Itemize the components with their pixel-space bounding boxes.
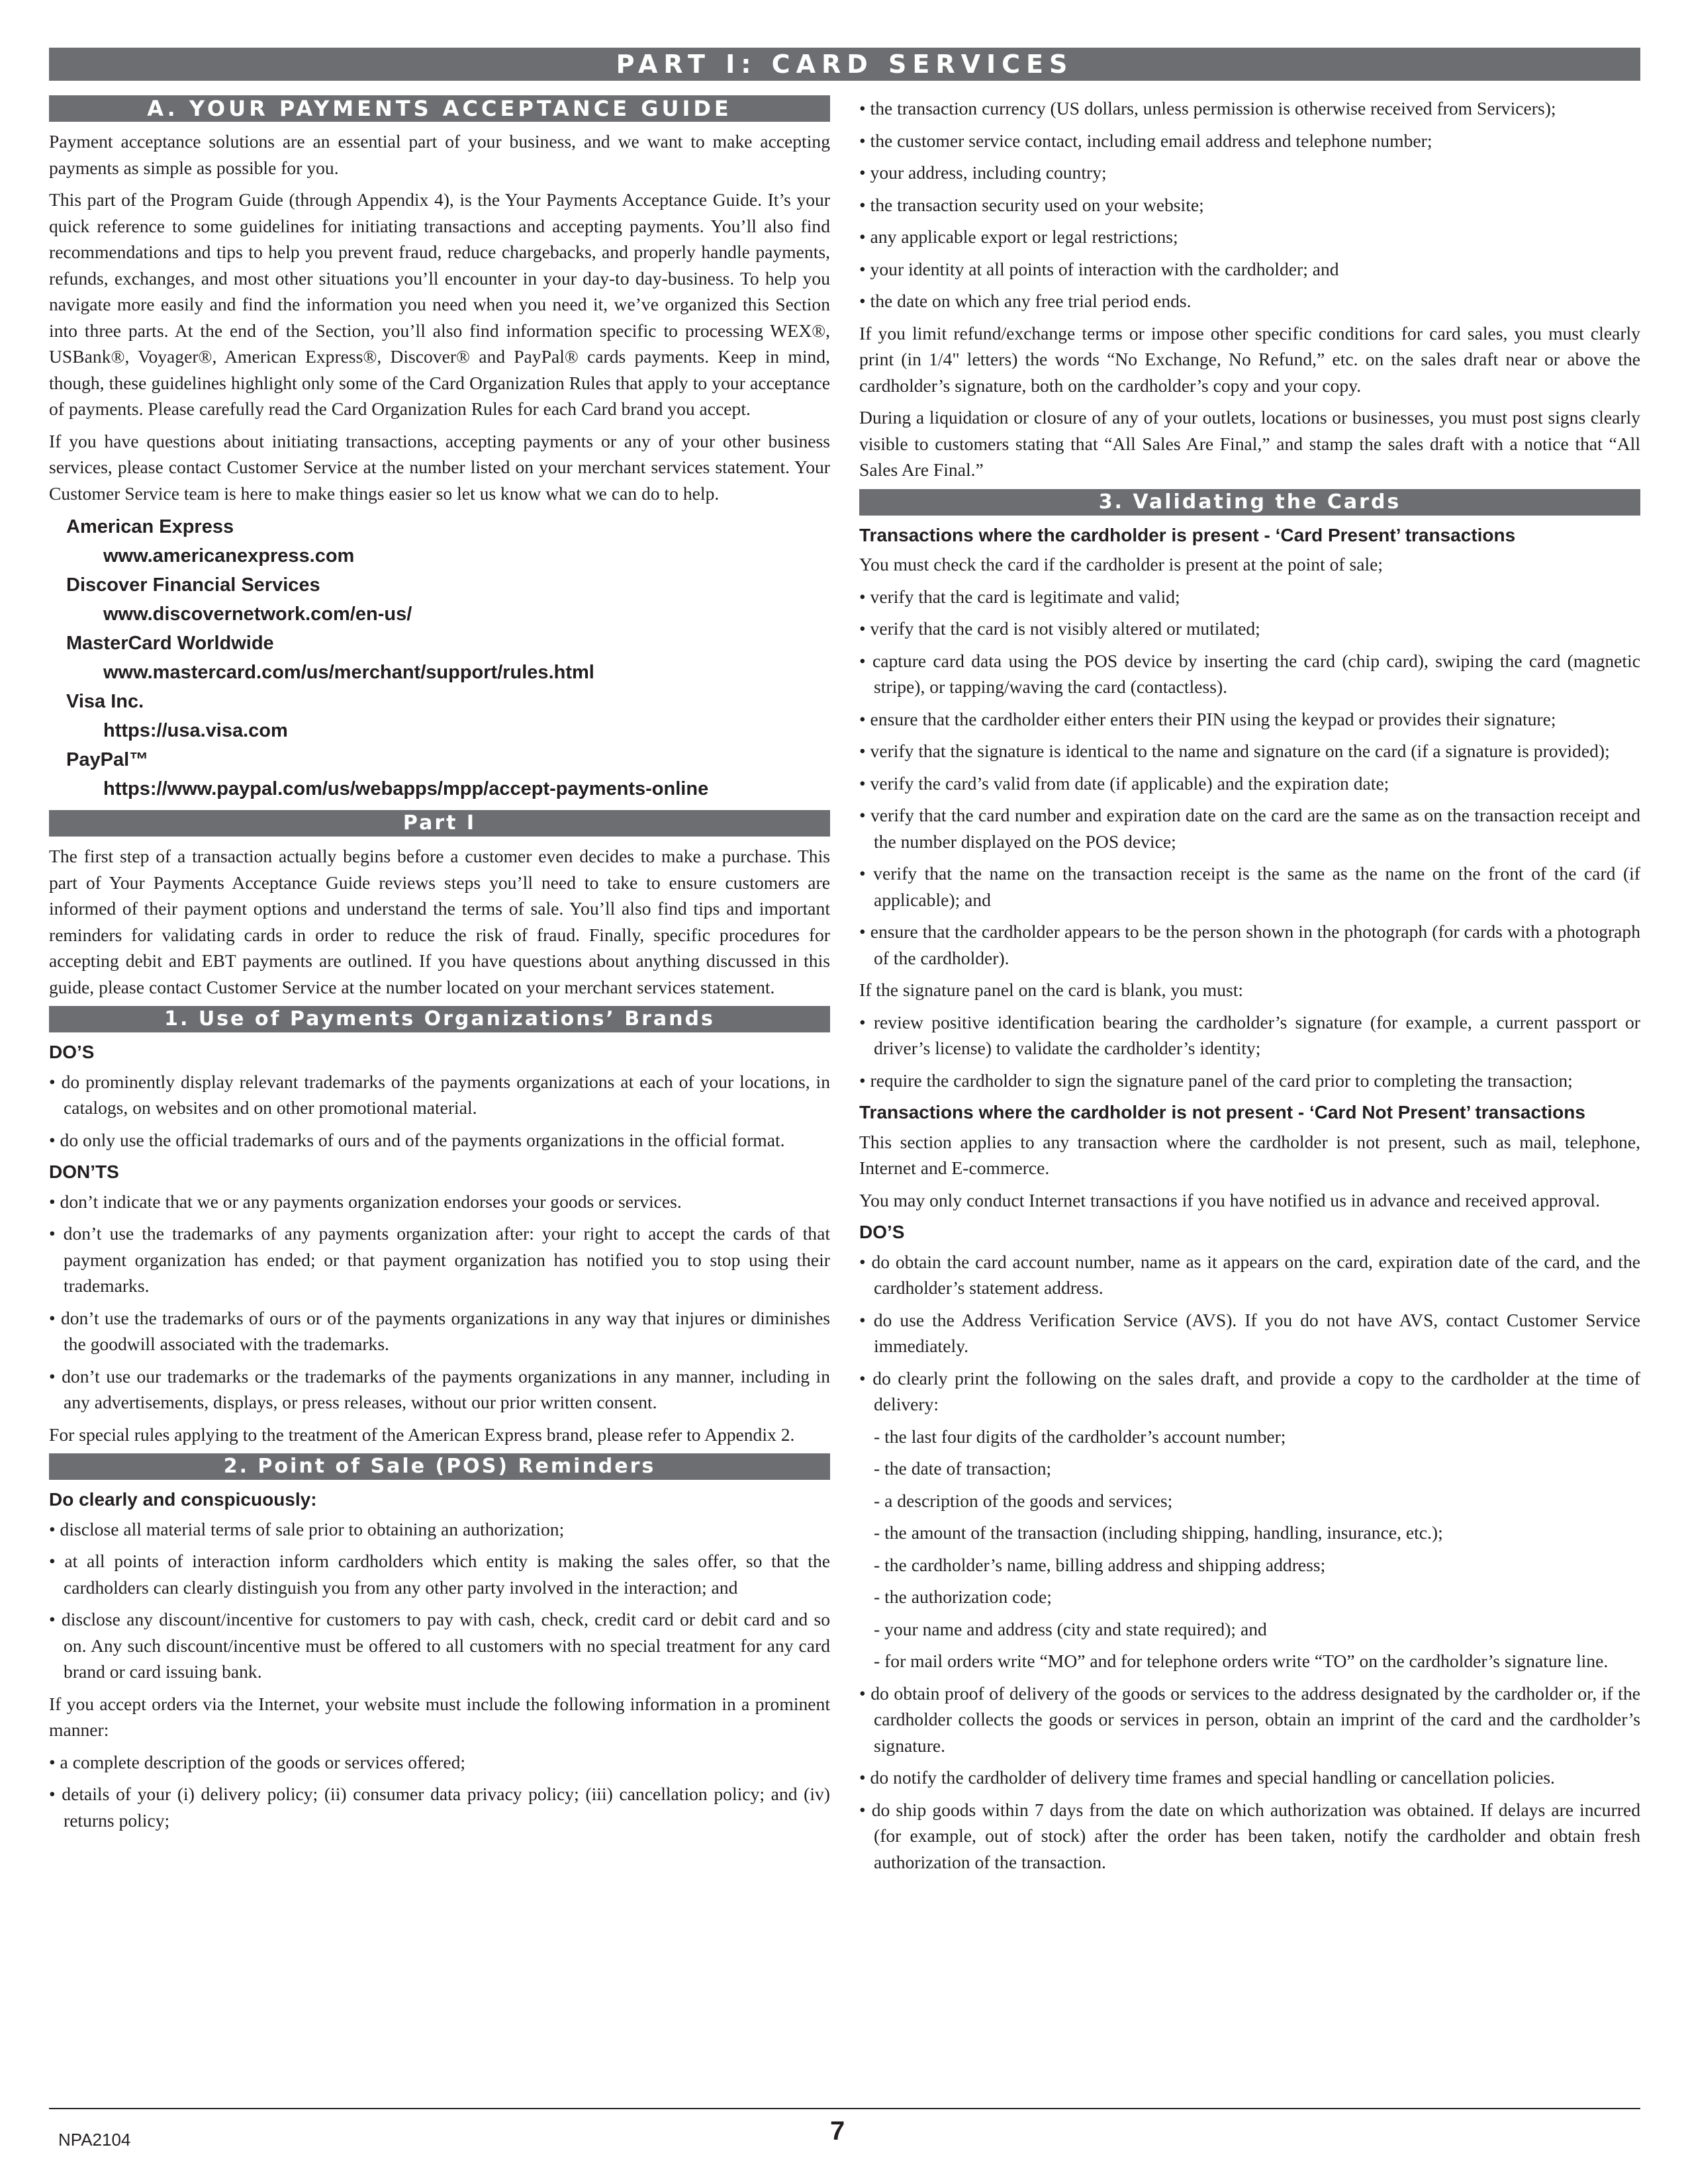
card-present-intro: You must check the card if the cardholder is present at the point of sale; — [859, 554, 1383, 574]
liquidation-paragraph: During a liquidation or closure of any of your outlets, locations or businesses, you must post signs clearly visible to customers stating that “All Sales Are Final,” and stamp the sales draft with a notice that “All Sales Are Final.” — [859, 407, 1640, 480]
list-item: • verify the card’s valid from date (if applicable) and the expiration date; — [859, 772, 1389, 794]
list-item: • disclose all material terms of sale prior to obtaining an authorization; — [49, 1518, 565, 1539]
dash-item: - the authorization code; — [874, 1586, 1052, 1607]
contact-name: Visa Inc. — [66, 691, 144, 712]
document-code: NPA2104 — [58, 2130, 131, 2150]
dash-item: - the last four digits of the cardholder’s account number; — [874, 1426, 1286, 1447]
list-item: • your address, including country; — [859, 162, 1107, 183]
contact-url[interactable]: www.americanexpress.com — [103, 545, 355, 567]
left-column — [49, 95, 830, 1881]
list-item: • details of your (i) delivery policy; (ii) consumer data privacy policy; (iii) cancellation policy; and (iv) returns policy; — [49, 1784, 830, 1831]
section-heading-part1: Part I — [49, 810, 830, 837]
intro-paragraph-2: This part of the Program Guide (through Appendix 4), is the Your Payments Acceptance Guide. It’s your quick reference to some guidelines for initiating transactions and accepting payments. You’ll also find recommendations and tips to help you prevent fraud, reduce chargebacks, and properly handle payments, refunds, exchanges, and most other situations you’ll encounter in your day-to day-business. To help you navigate more easily and find the information you need when you need it, we’ve organized this Section into three parts. At the end of the Section, you’ll also find information specific to processing WEX®, USBank®, Voyager®, American Express®, Discover® and PayPal® cards payments. Keep in mind, though, these guidelines highlight only some of the Card Organization Rules that apply to your acceptance of payments. Please carefully read the Card Organization Rules for each Card brand you accept. — [49, 189, 830, 419]
dos-label: DO’S — [49, 1042, 95, 1062]
list-item: • disclose any discount/incentive for customers to pay with cash, check, credit card or debit card and so on. Any such discount/incentive must be offered to all customers with no special treatment for any card brand or card issuing bank. — [49, 1609, 830, 1682]
list-item: • verify that the card is not visibly altered or mutilated; — [859, 618, 1260, 639]
list-item: • any applicable export or legal restrictions; — [859, 226, 1178, 247]
list-item: • do clearly print the following on the sales draft, and provide a copy to the cardholder at the time of delivery: — [859, 1367, 1640, 1414]
intro-paragraph-1: Payment acceptance solutions are an essential part of your business, and we want to make accepting payments as simple as possible for you. — [49, 131, 830, 178]
list-item: • ensure that the cardholder appears to be the person shown in the photograph (for cards with a photograph of the cardholder). — [859, 921, 1640, 968]
amex-note: For special rules applying to the treatment of the American Express brand, please refer to Appendix 2. — [49, 1424, 795, 1445]
dash-item: - for mail orders write “MO” and for telephone orders write “TO” on the cardholder’s signature line. — [874, 1651, 1609, 1671]
list-item: • ensure that the cardholder either enters their PIN using the keypad or provides their signature; — [859, 708, 1556, 729]
contact-name: Discover Financial Services — [66, 574, 320, 596]
section-heading-brands: 1. Use of Payments Organizations’ Brands — [49, 1006, 830, 1032]
list-item: • the customer service contact, including email address and telephone number; — [859, 130, 1432, 151]
dash-item: - the date of transaction; — [874, 1458, 1052, 1479]
list-item: • do notify the cardholder of delivery time frames and special handling or cancellation policies. — [859, 1767, 1555, 1788]
list-item: • do obtain the card account number, name as it appears on the card, expiration date of the card, and the cardholder’s statement address. — [859, 1251, 1640, 1298]
contact-name: American Express — [66, 516, 234, 537]
contact-url[interactable]: www.discovernetwork.com/en-us/ — [103, 604, 412, 625]
list-item: • the date on which any free trial period ends. — [859, 291, 1192, 311]
dash-item: - a description of the goods and services; — [874, 1490, 1173, 1511]
contact-name: MasterCard Worldwide — [66, 633, 274, 654]
list-item: • do only use the official trademarks of ours and of the payments organizations in the official format. — [49, 1129, 785, 1150]
list-item: • don’t use the trademarks of any payments organization after: your right to accept the cards of that payment organization has ended; or that payment organization has notified you to stop using their trademarks. — [49, 1223, 830, 1296]
list-item: • do obtain proof of delivery of the goods or services to the address designated by the cardholder or, if the cardholder collects the goods or services in person, obtain an imprint of the card and the cardholder’s signature. — [859, 1682, 1640, 1756]
two-column-body — [49, 95, 1640, 1881]
list-item: • review positive identification bearing the cardholder’s signature (for example, a current passport or driver’s license) to validate the cardholder’s identity; — [859, 1011, 1640, 1058]
contact-url[interactable]: https://usa.visa.com — [103, 720, 288, 741]
internet-paragraph: If you accept orders via the Internet, your website must include the following information in a prominent manner: — [49, 1693, 830, 1740]
section-heading-pos: 2. Point of Sale (POS) Reminders — [49, 1453, 830, 1480]
list-item: • don’t use the trademarks of ours or of the payments organizations in any way that injures or diminishes the goodwill associated with the trademarks. — [49, 1307, 830, 1354]
dos-label: DO’S — [859, 1222, 905, 1242]
refund-paragraph: If you limit refund/exchange terms or impose other specific conditions for card sales, you must clearly print (in 1/4" letters) the words “No Exchange, No Refund,” etc. on the sales draft near or above the cardholder’s signature, both on the cardholder’s copy and your copy. — [859, 322, 1640, 396]
list-item: • the transaction currency (US dollars, unless permission is otherwise received from Servicers); — [859, 98, 1556, 118]
list-item: • do prominently display relevant trademarks of the payments organizations at each of your locations, in catalogs, on websites and on other promotional material. — [49, 1071, 830, 1118]
dash-item: - your name and address (city and state required); and — [874, 1618, 1267, 1639]
dash-item: - the cardholder’s name, billing address and shipping address; — [874, 1554, 1326, 1575]
contact-url[interactable]: www.mastercard.com/us/merchant/support/rules.html — [103, 662, 594, 683]
card-present-label: Transactions where the cardholder is present - ‘Card Present’ transactions — [859, 524, 1516, 545]
list-item: • verify that the card is legitimate and valid; — [859, 586, 1180, 607]
footer-divider — [49, 2108, 1640, 2109]
section-heading-validating: 3. Validating the Cards — [859, 489, 1640, 516]
blank-panel-paragraph: If the signature panel on the card is blank, you must: — [859, 979, 1244, 1000]
page-number: 7 — [830, 2116, 845, 2146]
right-column — [859, 95, 1640, 1881]
card-not-present-label: Transactions where the cardholder is not present - ‘Card Not Present’ transactions — [859, 1102, 1585, 1122]
dash-item: - the amount of the transaction (including shipping, handling, insurance, etc.); — [874, 1522, 1443, 1543]
intro-paragraph-3: If you have questions about initiating transactions, accepting payments or any of your other business services, please contact Customer Service at the number listed on your merchant services statement. Your Customer Service team is here to make things easier so let us know what we can do to help. — [49, 430, 830, 504]
list-item: • do ship goods within 7 days from the date on which authorization was obtained. If delays are incurred (for example, out of stock) after the order has been taken, notify the cardholder and obtain fresh authorization of the transaction. — [859, 1799, 1640, 1872]
part1-paragraph: The first step of a transaction actually begins before a customer even decides to make a purchase. This part of Your Payments Acceptance Guide reviews steps you’ll need to take to ensure customers are informed of their payment options and understand the terms of sale. You’ll also find tips and important reminders for validating cards in order to reduce the risk of fraud. Finally, specific procedures for accepting debit and EBT payments are outlined. If you have questions about anything discussed in this guide, please contact Customer Service at the number located on your merchant services statement. — [49, 846, 830, 997]
card-organization-contacts — [49, 512, 830, 803]
list-item: • a complete description of the goods or services offered; — [49, 1751, 466, 1772]
list-item: • verify that the name on the transaction receipt is the same as the name on the front of the card (if applicable); and — [859, 863, 1640, 910]
part-title-banner: PART I: CARD SERVICES — [49, 48, 1640, 81]
list-item: • don’t indicate that we or any payments organization endorses your goods or services. — [49, 1191, 682, 1212]
card-not-present-paragraph-1: This section applies to any transaction where the cardholder is not present, such as mail, telephone, Internet and E-commerce. — [859, 1131, 1640, 1178]
card-not-present-paragraph-2: You may only conduct Internet transactions if you have notified us in advance and received approval. — [859, 1189, 1601, 1210]
document-page — [49, 48, 1640, 2165]
list-item: • capture card data using the POS device by inserting the card (chip card), swiping the card (magnetic stripe), or tapping/waving the card (contactless). — [859, 650, 1640, 697]
list-item: • at all points of interaction inform cardholders which entity is making the sales offer, so that the cardholders can clearly distinguish you from any other party involved in the interaction; and — [49, 1551, 830, 1598]
list-item: • do use the Address Verification Service (AVS). If you do not have AVS, contact Customer Service immediately. — [859, 1309, 1640, 1356]
list-item: • require the cardholder to sign the signature panel of the card prior to completing the transaction; — [859, 1069, 1573, 1091]
section-heading-guide: A. YOUR PAYMENTS ACCEPTANCE GUIDE — [49, 95, 830, 122]
list-item: • the transaction security used on your website; — [859, 194, 1204, 215]
list-item: • don’t use our trademarks or the trademarks of the payments organizations in any manner, including in any advertisements, displays, or press releases, without our prior written consent. — [49, 1365, 830, 1412]
donts-label: DON’TS — [49, 1161, 119, 1182]
contact-name: PayPal™ — [66, 749, 149, 770]
list-item: • verify that the signature is identical to the name and signature on the card (if a signature is provided); — [859, 741, 1610, 761]
list-item: • verify that the card number and expiration date on the card are the same as on the transaction receipt and the number displayed on the POS device; — [859, 805, 1640, 852]
list-item: • your identity at all points of interaction with the cardholder; and — [859, 258, 1339, 279]
contact-url[interactable]: https://www.paypal.com/us/webapps/mpp/accept-payments-online — [103, 778, 709, 799]
do-clearly-label: Do clearly and conspicuously: — [49, 1489, 317, 1510]
